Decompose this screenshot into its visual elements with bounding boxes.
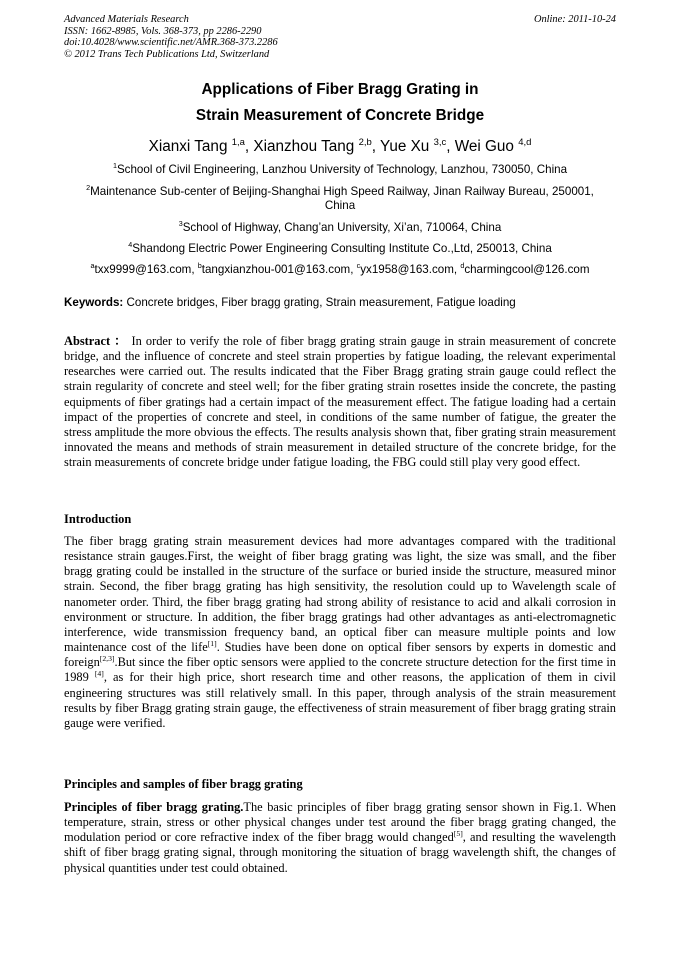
affiliation-text: Shandong Electric Power Engineering Consulting Institute Co.,Ltd, 250013, China	[132, 242, 552, 255]
author-affiliation-mark: 4,d	[518, 136, 532, 148]
affiliation-mark: 1	[112, 161, 117, 171]
section-heading-principles: Principles and samples of fiber bragg grating	[64, 777, 303, 791]
email-address: txx9999@163.com	[94, 263, 192, 276]
citation-ref: [1]	[207, 638, 217, 648]
email-separator: ,	[191, 263, 198, 276]
journal-header	[64, 14, 616, 60]
citation-ref: [2,3]	[99, 654, 115, 664]
email-mark: d	[460, 261, 465, 271]
email	[357, 263, 461, 276]
abstract-label: Abstract ：	[64, 334, 128, 348]
principles-text-1: The basic principles of fiber bragg grating sensor shown in Fig.1. When temperature, strain, stress or other physical changes under test around the fiber bragg grating changed, the modulation period or core refractive index of the fiber bragg would changed	[64, 800, 616, 845]
email	[460, 263, 589, 276]
author-separator: ,	[371, 138, 380, 155]
author-affiliation-mark: 3,c	[433, 136, 447, 148]
keywords-label: Keywords:	[64, 296, 124, 309]
citation-ref: [5]	[453, 829, 463, 839]
paper-title-line-1: Applications of Fiber Bragg Grating in	[201, 81, 479, 98]
doi-line: doi:10.4028/www.scientific.net/AMR.368-373.2286	[64, 37, 278, 49]
paper-title-line-2: Strain Measurement of Concrete Bridge	[195, 107, 485, 124]
affiliation-2	[64, 185, 616, 199]
email-mark: a	[90, 261, 95, 271]
email-address: tangxianzhou-001@163.com	[201, 263, 351, 276]
principles-subheading: Principles of fiber bragg grating.	[64, 800, 244, 814]
abstract-text: In order to verify the role of fiber bragg grating strain gauge in strain measurement of concrete bridge, and the influence of concrete and steel strain properties by fatigue loading, the relevant experimental researches were carried out. The results indicated that the Fiber Bragg grating strain gauge could reflect the strain regularity of concrete and steel well; for the fiber grating strain rosettes inside the concrete, the pasting equipments of fiber gratings had a certain impact of the measurement effect. The fatigue loading had a certain impact of the properties of concrete and steel, in conditions of the same number of fatigue, the greater the stress amplitude the more obvious the effects. The results analysis shown that, fiber grating strain measurement innovated the means and methods of strain measurement in detailed structure of the concrete bridge, for the strain measurements of concrete bridge under fatigue loading, the FBG could still play very good effect.	[64, 334, 616, 470]
author-separator: ,	[446, 138, 455, 155]
section-heading-introduction: Introduction	[64, 512, 132, 526]
author-affiliation-mark: 2,b	[358, 136, 372, 148]
online-date: Online: 2011-10-24	[533, 14, 616, 25]
affiliation-text: School of Highway, Chang’an University, Xi’an, 710064, China	[182, 221, 502, 234]
introduction-paragraph	[64, 534, 616, 731]
affiliation-mark: 2	[86, 183, 91, 193]
author	[380, 138, 455, 155]
affiliation-mark: 3	[178, 219, 183, 229]
principles-text-2: , and resulting the wavelength shift of fiber bragg grating signal, through monitoring the situation of bragg wavelength shift, the changes of physical quantities under test could obtained.	[64, 830, 616, 875]
author-name: Xianxi Tang	[148, 138, 228, 155]
email-mark: c	[356, 261, 361, 271]
affiliation-3	[64, 221, 616, 235]
intro-text-4: , as for their high price, short research time and other reasons, the application of them in civil engineering structures was still relatively small. In this paper, through analysis of the strain measurement results by fiber Bragg grating strain gauge, the effectiveness of strain measurement of fiber bragg grating strain gauge were verified.	[64, 670, 616, 730]
affiliation-text: Maintenance Sub-center of Beijing-Shanghai High Speed Railway, Jinan Railway Bureau, 250001,	[90, 185, 594, 198]
author-name: Yue Xu	[379, 138, 430, 155]
author-name: Xianzhou Tang	[253, 138, 355, 155]
author	[455, 138, 532, 155]
email-separator: ,	[350, 263, 357, 276]
affiliation-4	[64, 242, 616, 256]
intro-text-3: .But since the fiber optic sensors were applied to the concrete structure detection for the first time in 1989	[64, 655, 616, 685]
author-separator: ,	[244, 138, 254, 155]
abstract	[64, 334, 616, 470]
author	[253, 138, 380, 155]
affiliation-2-continued: China	[324, 199, 356, 212]
email	[90, 263, 197, 276]
author-affiliation-mark: 1,a	[231, 136, 245, 148]
citation-ref: [4]	[94, 669, 104, 679]
email-address: charmingcool@126.com	[464, 263, 590, 276]
author	[149, 138, 254, 155]
affiliation-text: School of Civil Engineering, Lanzhou University of Technology, Lanzhou, 730050, China	[116, 163, 568, 176]
journal-name: Advanced Materials Research	[64, 14, 189, 25]
email-separator: ,	[453, 263, 461, 276]
email	[198, 263, 357, 276]
keywords-text: Concrete bridges, Fiber bragg grating, Strain measurement, Fatigue loading	[123, 296, 516, 309]
intro-text-1: The fiber bragg grating strain measurement devices had more advantages compared with the traditional resistance strain gauges.First, the weight of fiber bragg grating was light, the size was small, and the fiber bragg grating could be installed in the structure of the surface or buried inside the structure, measured minor strain. Second, the fiber bragg grating has high sensitivity, the resolution could up to Wavelength scale of nanometer order. Third, the fiber bragg grating had strong ability of resistance to acid and alkali corrosion in environment or structure. In addition, the fiber bragg gratings had other advantages as anti-electromagnetic interference, wide transmission frequency band, an optical fiber can measure multiple points and low maintenance cost of the life	[64, 534, 616, 655]
email-mark: b	[197, 261, 202, 271]
keywords	[64, 296, 616, 310]
copyright-line: © 2012 Trans Tech Publications Ltd, Switzerland	[64, 48, 270, 60]
issn-line: ISSN: 1662-8985, Vols. 368-373, pp 2286-2290	[64, 25, 262, 37]
email-address: yx1958@163.com	[360, 263, 454, 276]
author-name: Wei Guo	[454, 138, 514, 155]
affiliation-mark: 4	[128, 240, 133, 250]
intro-text-2: . Studies have been done on optical fiber sensors by experts in domestic and foreign	[64, 640, 616, 670]
email-line	[64, 263, 616, 277]
affiliation-1	[64, 163, 616, 177]
author-list	[64, 137, 616, 156]
principles-paragraph	[64, 800, 616, 876]
